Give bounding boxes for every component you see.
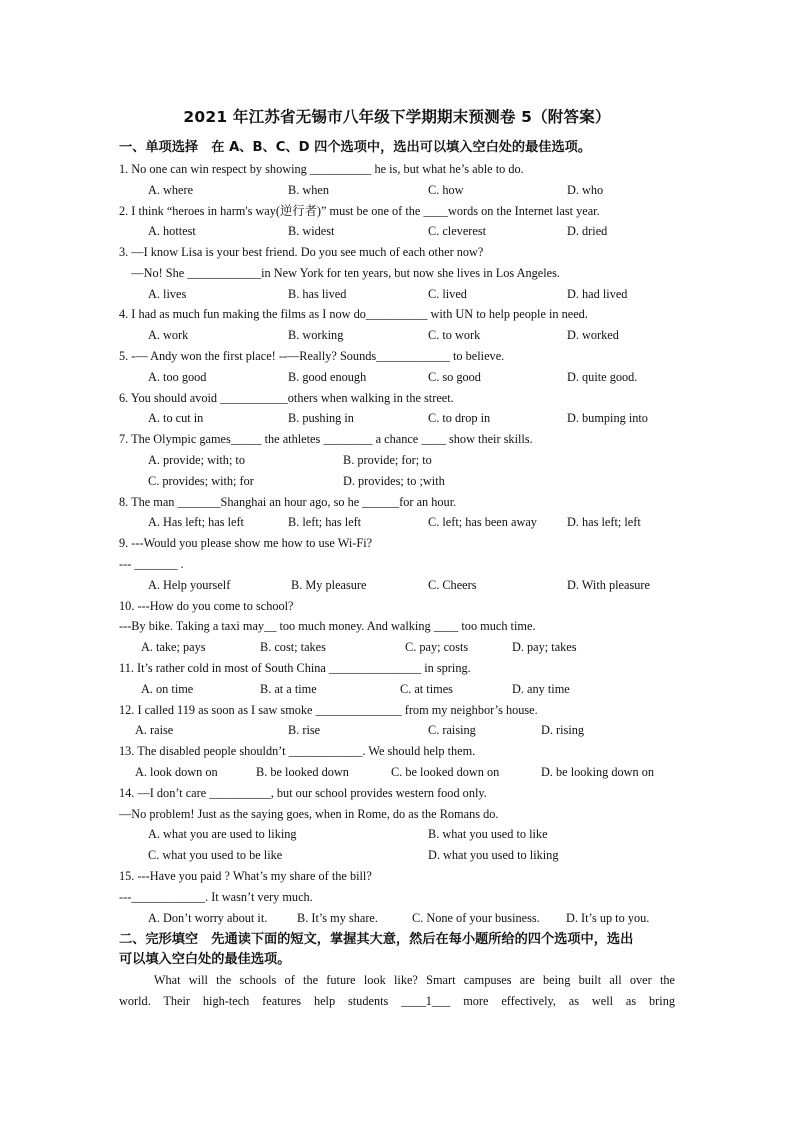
options-14-row-2 <box>0 847 794 863</box>
option-b: B. be looked down <box>256 765 349 779</box>
option-c: C. to work <box>428 328 481 342</box>
options-1 <box>0 182 794 198</box>
question-1: 1. No one can win respect by showing __________ he is, but what he’s able to do. <box>119 162 524 176</box>
question-2: 2. I think “heroes in harm's way(逆行者)” must be one of the ____words on the Internet last year. <box>119 204 600 218</box>
question-13: 13. The disabled people shouldn’t ____________. We should help them. <box>119 744 476 758</box>
option-a: A. work <box>148 328 189 342</box>
option-a: A. look down on <box>135 765 218 779</box>
options-8 <box>0 514 794 530</box>
option-b: B. It’s my share. <box>297 911 378 925</box>
options-14-row-1 <box>0 826 794 842</box>
question-15-reply: ---____________. It wasn’t very much. <box>119 890 313 904</box>
option-c: C. what you used to be like <box>148 848 283 862</box>
option-d: D. It’s up to you. <box>566 911 650 925</box>
section-heading-cloze-line-2: 可以填入空白处的最佳选项。 <box>119 952 291 967</box>
options-7-row-2 <box>0 473 794 489</box>
option-b: B. what you used to like <box>428 827 548 841</box>
option-a: A. lives <box>148 287 187 301</box>
option-c: C. provides; with; for <box>148 474 254 488</box>
option-c: C. be looked down on <box>391 765 500 779</box>
option-a: A. Don’t worry about it. <box>148 911 268 925</box>
option-c: C. pay; costs <box>405 640 469 654</box>
option-b: B. left; has left <box>288 515 362 529</box>
question-14-reply: —No problem! Just as the saying goes, when in Rome, do as the Romans do. <box>119 807 499 821</box>
options-7-row-1 <box>0 452 794 468</box>
option-a: A. too good <box>148 370 207 384</box>
options-11 <box>0 681 794 697</box>
option-b: B. at a time <box>260 682 317 696</box>
section-heading-single-choice: 一、单项选择 在 A、B、C、D 四个选项中，选出可以填入空白处的最佳选项。 <box>119 140 592 155</box>
option-c: C. left; has been away <box>428 515 537 529</box>
page-title: 2021 年江苏省无锡市八年级下学期期末预测卷 5（附答案） <box>183 108 611 126</box>
option-d: D. With pleasure <box>567 578 650 592</box>
option-d: D. what you used to liking <box>428 848 559 862</box>
option-d: D. pay; takes <box>512 640 577 654</box>
option-a: A. raise <box>135 723 174 737</box>
option-c: C. cleverest <box>428 224 487 238</box>
option-c: C. raising <box>428 723 476 737</box>
options-13 <box>0 764 794 780</box>
option-d: D. provides; to ;with <box>343 474 445 488</box>
option-a: A. provide; with; to <box>148 453 246 467</box>
question-6: 6. You should avoid ___________others when walking in the street. <box>119 391 454 405</box>
question-9: 9. ---Would you please show me how to use Wi-Fi? <box>119 536 373 550</box>
option-c: C. at times <box>400 682 453 696</box>
option-b: B. cost; takes <box>260 640 326 654</box>
options-6 <box>0 410 794 426</box>
option-a: A. where <box>148 183 194 197</box>
option-a: A. what you are used to liking <box>148 827 297 841</box>
option-d: D. dried <box>567 224 608 238</box>
question-15: 15. ---Have you paid ? What’s my share of the bill? <box>119 869 372 883</box>
option-d: D. who <box>567 183 604 197</box>
question-10: 10. ---How do you come to school? <box>119 599 294 613</box>
question-3-reply: —No! She ____________in New York for ten years, but now she lives in Los Angeles. <box>119 266 560 280</box>
option-d: D. any time <box>512 682 570 696</box>
question-7: 7. The Olympic games_____ the athletes ________ a chance ____ show their skills. <box>119 432 533 446</box>
option-d: D. had lived <box>567 287 628 301</box>
option-b: B. pushing in <box>288 411 354 425</box>
options-10 <box>0 639 794 655</box>
section-heading-cloze-line-1: 二、完形填空 先通读下面的短文，掌握其大意，然后在每小题所给的四个选项中，选出 <box>119 932 634 947</box>
options-2 <box>0 223 794 239</box>
options-5 <box>0 369 794 385</box>
question-14: 14. —I don’t care __________, but our school provides western food only. <box>119 786 487 800</box>
option-b: B. My pleasure <box>291 578 367 592</box>
option-b: B. when <box>288 183 329 197</box>
cloze-passage-line-1: What will the schools of the future look like? Smart campuses are being built all over the <box>119 973 675 987</box>
question-9-reply: --- _______ . <box>119 557 184 571</box>
option-b: B. has lived <box>288 287 347 301</box>
question-10-reply: ---By bike. Taking a taxi may__ too much money. And walking ____ too much time. <box>119 619 536 633</box>
option-d: D. rising <box>541 723 585 737</box>
option-b: B. good enough <box>288 370 367 384</box>
cloze-passage-line-2: world. Their high-tech features help students ____1___ more effectively, as well as bring <box>119 994 675 1008</box>
option-d: D. worked <box>567 328 619 342</box>
option-c: C. to drop in <box>428 411 491 425</box>
option-d: D. quite good. <box>567 370 638 384</box>
option-b: B. rise <box>288 723 321 737</box>
options-3 <box>0 286 794 302</box>
question-3: 3. —I know Lisa is your best friend. Do you see much of each other now? <box>119 245 484 259</box>
option-c: C. so good <box>428 370 481 384</box>
question-11: 11. It’s rather cold in most of South China _______________ in spring. <box>119 661 471 675</box>
option-a: A. Help yourself <box>148 578 231 592</box>
option-c: C. None of your business. <box>412 911 540 925</box>
option-a: A. to cut in <box>148 411 204 425</box>
option-d: D. bumping into <box>567 411 648 425</box>
option-c: C. Cheers <box>428 578 477 592</box>
option-b: B. widest <box>288 224 335 238</box>
option-a: A. hottest <box>148 224 196 238</box>
option-c: C. lived <box>428 287 467 301</box>
question-5: 5. -— Andy won the first place! --—Really? Sounds____________ to believe. <box>119 349 505 363</box>
option-a: A. Has left; has left <box>148 515 244 529</box>
option-b: B. provide; for; to <box>343 453 432 467</box>
option-d: D. has left; left <box>567 515 641 529</box>
section-heading-cloze <box>119 930 679 970</box>
option-c: C. how <box>428 183 464 197</box>
options-4 <box>0 327 794 343</box>
option-a: A. on time <box>141 682 194 696</box>
question-12: 12. I called 119 as soon as I saw smoke ______________ from my neighbor’s house. <box>119 703 538 717</box>
options-12 <box>0 722 794 738</box>
option-d: D. be looking down on <box>541 765 655 779</box>
question-4: 4. I had as much fun making the films as I now do__________ with UN to help people in need. <box>119 307 588 321</box>
option-a: A. take; pays <box>141 640 206 654</box>
options-9 <box>0 577 794 593</box>
options-15 <box>0 910 794 926</box>
option-b: B. working <box>288 328 344 342</box>
question-8: 8. The man _______Shanghai an hour ago, so he ______for an hour. <box>119 495 457 509</box>
